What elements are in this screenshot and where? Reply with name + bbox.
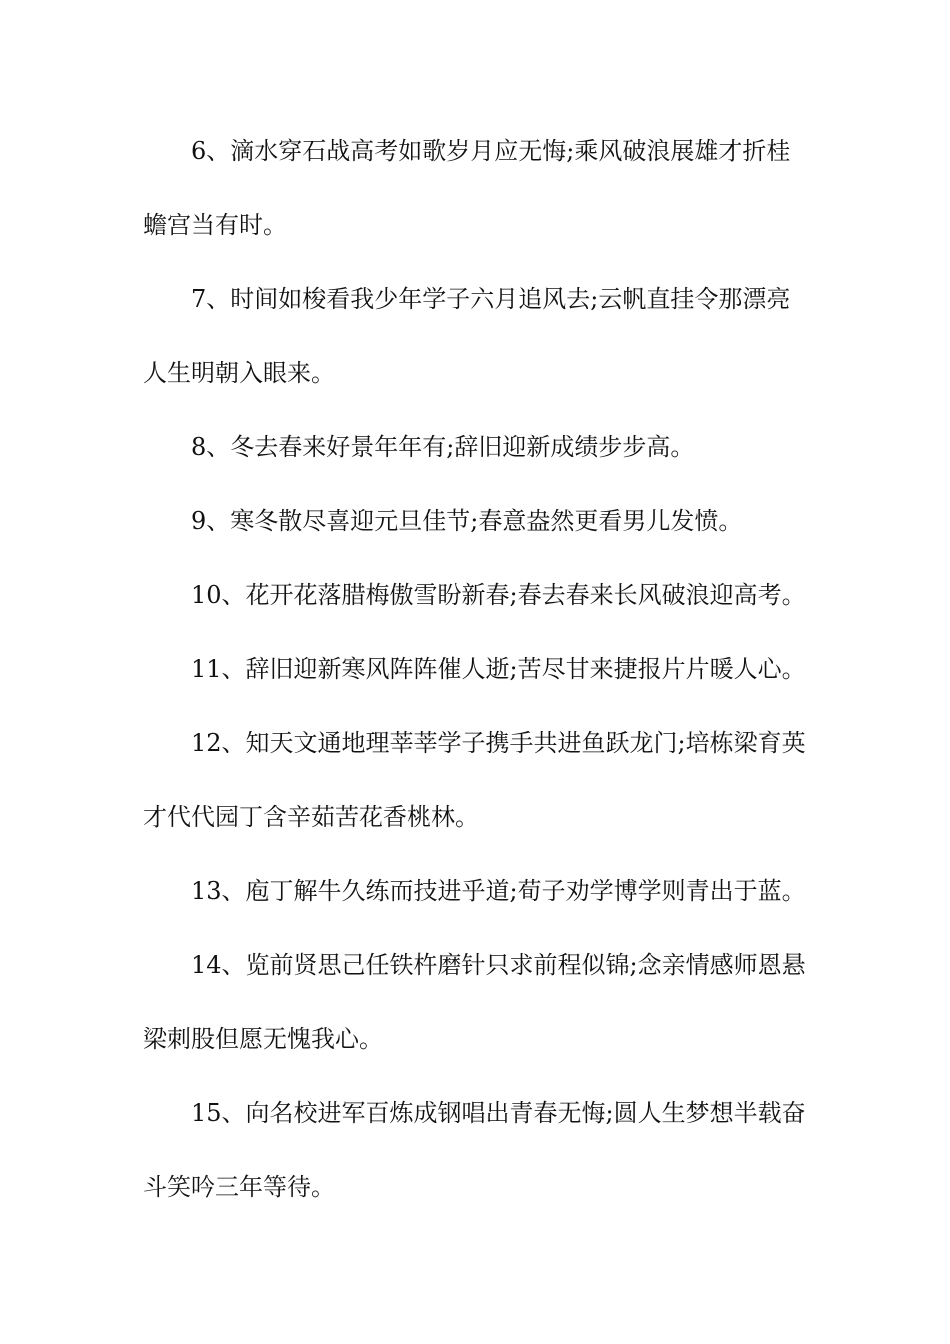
paragraph-line: 13、庖丁解牛久练而技进乎道;荀子劝学博学则青出于蓝。: [191, 877, 806, 905]
paragraph-line: 9、寒冬散尽喜迎元旦佳节;春意盎然更看男儿发愤。: [191, 507, 743, 535]
paragraph-line: 15、向名校进军百炼成钢唱出青春无悔;圆人生梦想半载奋: [191, 1099, 806, 1127]
paragraph-line: 14、览前贤思己任铁杵磨针只求前程似锦;念亲情感师恩悬: [191, 951, 806, 979]
paragraph-line: 蟾宫当有时。: [143, 211, 287, 239]
paragraph-line: 梁刺股但愿无愧我心。: [143, 1025, 383, 1053]
paragraph-line: 11、辞旧迎新寒风阵阵催人逝;苦尽甘来捷报片片暖人心。: [191, 655, 806, 683]
paragraph-line: 才代代园丁含辛茹苦花香桃林。: [143, 803, 479, 831]
paragraph-line: 12、知天文通地理莘莘学子携手共进鱼跃龙门;培栋梁育英: [191, 729, 806, 757]
paragraph-line: 7、时间如梭看我少年学子六月追风去;云帆直挂令那漂亮: [191, 285, 791, 313]
paragraph-line: 8、冬去春来好景年年有;辞旧迎新成绩步步高。: [191, 433, 695, 461]
document-body: [143, 123, 807, 1233]
paragraph-line: 6、滴水穿石战高考如歌岁月应无悔;乘风破浪展雄才折桂: [191, 137, 791, 165]
paragraph-line: 10、花开花落腊梅傲雪盼新春;春去春来长风破浪迎高考。: [191, 581, 806, 609]
paragraph-line: 斗笑吟三年等待。: [143, 1173, 335, 1201]
paragraph-line: 人生明朝入眼来。: [143, 359, 335, 387]
